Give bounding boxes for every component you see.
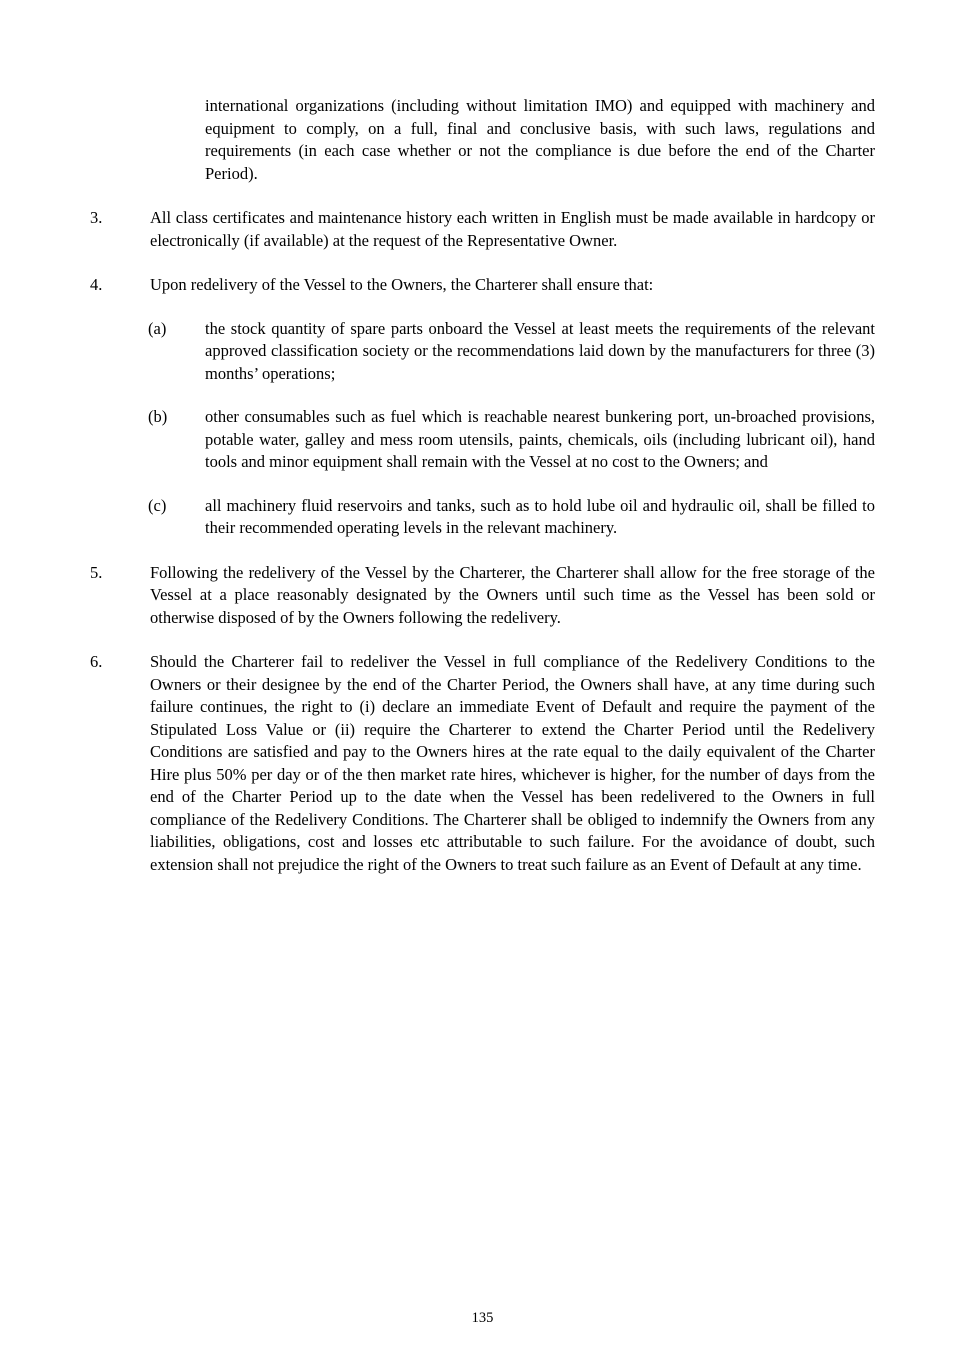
clause-text: Following the redelivery of the Vessel by the Charterer, the Charterer shall allow for the free storage of the Vessel at a place reasonably designated by the Owners until such time as the Vessel has been sold or otherwise disposed of by the Owners following the redelivery. bbox=[150, 562, 875, 627]
page-content bbox=[90, 95, 875, 876]
continuation-paragraph: international organizations (including without limitation IMO) and equipped with machinery and equipment to comply, on a full, final and conclusive basis, with such laws, regulations and requirements (in each case whether or not the compliance is due before the end of the Charter Period). bbox=[205, 96, 875, 183]
subclause-letter: (a) bbox=[148, 318, 167, 338]
subclause-c bbox=[90, 495, 875, 540]
page-number: 135 bbox=[471, 1310, 494, 1326]
clause-text: Upon redelivery of the Vessel to the Owners, the Charterer shall ensure that: bbox=[150, 275, 654, 294]
clause-number: 6. bbox=[90, 652, 103, 671]
clause-3 bbox=[90, 207, 875, 252]
subclause-b bbox=[90, 406, 875, 474]
clause-4-subclauses bbox=[90, 318, 875, 540]
subclause-text: other consumables such as fuel which is reachable nearest bunkering port, un-broached provisions, potable water, galley and mess room utensils, paints, chemicals, oils (including lubricant oil), hand tools and minor equipment shall remain with the Vessel at no cost to the Owners; and bbox=[205, 407, 875, 471]
clause-text: Should the Charterer fail to redeliver the Vessel in full compliance of the Redelivery Conditions to the Owners or their designee by the end of the Charter Period, the Owners shall have, at any time during such failure continues, the right to (i) declare an immediate Event of Default and require the payment of the Stipulated Loss Value or (ii) require the Charterer to extend the Charter Period until the Redelivery Conditions are satisfied and pay to the Owners hires at the rate equal to the daily equivalent of the Charter Hire plus 50% per day or of the then market rate hires, whichever is higher, for the number of days from the end of the Charter Period up to the date when the Vessel has been redelivered to the Owners in full compliance of the Redelivery Conditions. The Charterer shall be obliged to indemnify the Owners from any liabilities, obligations, cost and losses etc attributable to such failure. For the avoidance of doubt, such extension shall not prejudice the right of the Owners to treat such failure as an Event of Default at any time. bbox=[150, 652, 875, 874]
clause-text: All class certificates and maintenance history each written in English must be made available in hardcopy or electronically (if available) at the request of the Representative Owner. bbox=[150, 208, 875, 250]
clause-number: 3. bbox=[90, 208, 103, 227]
clause-number: 4. bbox=[90, 275, 103, 294]
clause-5 bbox=[90, 562, 875, 630]
clause-4 bbox=[90, 274, 875, 297]
subclause-text: all machinery fluid reservoirs and tanks, such as to hold lube oil and hydraulic oil, shall be filled to their recommended operating levels in the relevant machinery. bbox=[205, 495, 875, 537]
subclause-letter: (b) bbox=[148, 407, 168, 426]
clause-number: 5. bbox=[90, 562, 103, 582]
subclause-text: the stock quantity of spare parts onboard the Vessel at least meets the requirements of the relevant approved classification society or the recommendations laid down by the manufacturers for three (3) months’ operations; bbox=[205, 318, 875, 383]
subclause-a bbox=[90, 318, 875, 386]
clause-6 bbox=[90, 651, 875, 876]
subclause-letter: (c) bbox=[148, 495, 167, 515]
